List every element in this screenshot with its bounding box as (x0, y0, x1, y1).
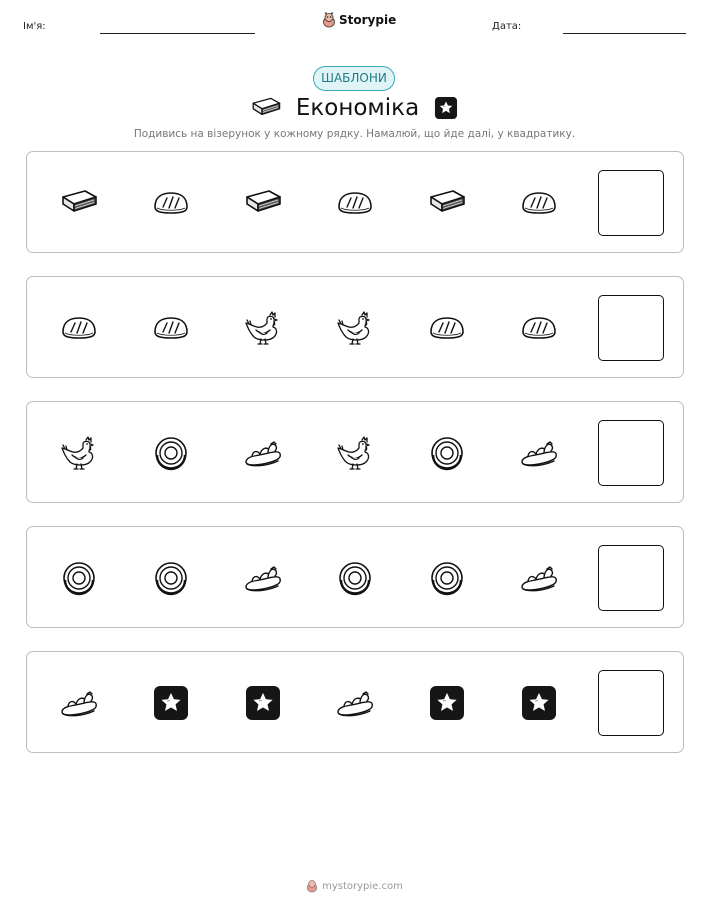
bread-icon (59, 308, 99, 348)
sandal-icon (243, 433, 283, 473)
pattern-row-2 (26, 276, 684, 378)
instructions: Подивись на візерунок у кожному рядку. Намалюй, що йде далі, у квадратику. (133, 128, 576, 140)
coin-icon (335, 558, 375, 598)
brand-name: Storypie (339, 13, 397, 27)
page-title: Економіка (295, 95, 420, 121)
book-icon (243, 183, 283, 223)
chicken-icon (59, 433, 99, 473)
star-title-icon (433, 95, 459, 121)
answer-box[interactable] (598, 670, 664, 736)
answer-box[interactable] (598, 545, 664, 611)
name-line[interactable] (100, 33, 255, 34)
storypie-mascot-icon (306, 879, 318, 893)
bread-icon (519, 308, 559, 348)
date-label: Дата: (492, 21, 522, 32)
star-icon (427, 683, 467, 723)
star-icon (243, 683, 283, 723)
pattern-row-4 (26, 526, 684, 628)
bread-icon (151, 183, 191, 223)
answer-box[interactable] (598, 295, 664, 361)
answer-box[interactable] (598, 170, 664, 236)
coin-icon (151, 558, 191, 598)
sandal-icon (519, 558, 559, 598)
bread-icon (335, 183, 375, 223)
name-label: Ім'я: (23, 21, 46, 32)
bread-icon (151, 308, 191, 348)
footer (0, 879, 709, 893)
book-icon (427, 183, 467, 223)
star-icon (151, 683, 191, 723)
chicken-icon (243, 308, 283, 348)
bread-icon (427, 308, 467, 348)
pattern-row-5 (26, 651, 684, 753)
sandal-icon (59, 683, 99, 723)
coin-icon (59, 558, 99, 598)
pattern-row-3 (26, 401, 684, 503)
sandal-icon (243, 558, 283, 598)
chicken-icon (335, 433, 375, 473)
coin-icon (427, 433, 467, 473)
footer-url[interactable]: mystorypie.com (322, 880, 403, 892)
pattern-row-1 (26, 151, 684, 253)
sandal-icon (335, 683, 375, 723)
storypie-mascot-icon (322, 12, 336, 28)
brand-logo (322, 12, 396, 28)
bread-icon (519, 183, 559, 223)
date-line[interactable] (563, 33, 686, 34)
category-badge: ШАБЛОНИ (313, 66, 395, 91)
answer-box[interactable] (598, 420, 664, 486)
chicken-icon (335, 308, 375, 348)
coin-icon (151, 433, 191, 473)
title-row (0, 91, 709, 125)
star-icon (519, 683, 559, 723)
book-icon (59, 183, 99, 223)
sandal-icon (519, 433, 559, 473)
book-title-icon (250, 92, 282, 124)
coin-icon (427, 558, 467, 598)
